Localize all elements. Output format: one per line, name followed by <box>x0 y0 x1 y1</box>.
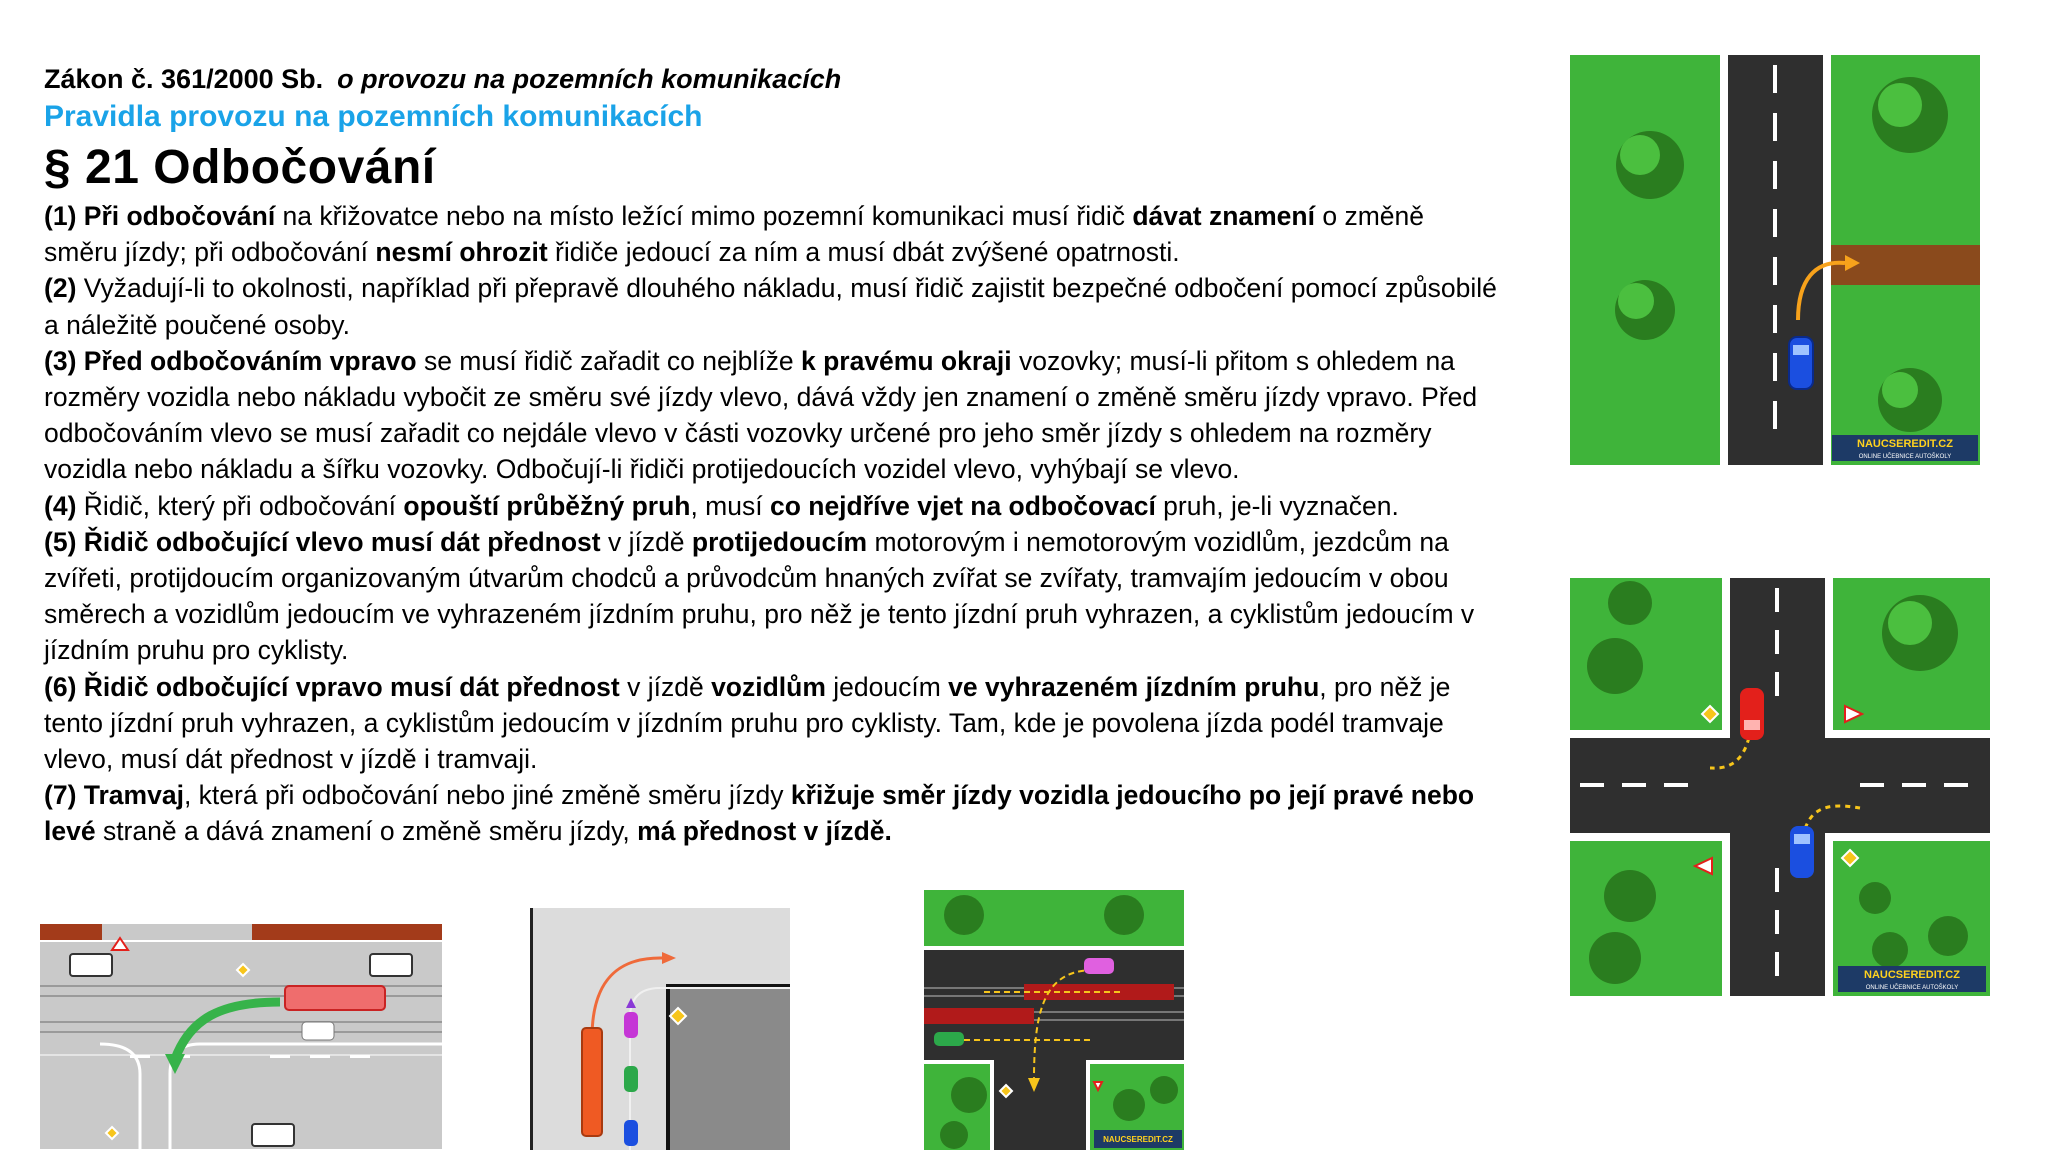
emphasized-text: ve vyhrazeném jízdním pruhu <box>948 671 1320 702</box>
paragraph-number: (3) <box>44 345 77 376</box>
watermark-text: NAUCSEREDIT.CZ <box>1857 438 1953 450</box>
paragraph-text: , která při odbočování nebo jiné změně směru jízdy <box>183 780 791 811</box>
paragraph-number: (2) <box>44 273 77 304</box>
paragraph-text: pruh, je-li vyznačen. <box>1155 490 1399 521</box>
long-vehicle-turn-illustration <box>530 908 790 1150</box>
emphasized-text: co nejdříve vjet na odbočovací <box>769 490 1156 521</box>
paragraph-text: , musí <box>690 490 770 521</box>
paragraph <box>44 343 1504 488</box>
emphasized-text: Před odbočováním vpravo <box>83 345 417 376</box>
watermark-subtext: ONLINE UČEBNICE AUTOŠKOLY <box>1865 985 1959 991</box>
paragraph-text: jedoucím <box>825 671 949 702</box>
section-heading: § 21 Odbočování <box>44 141 436 194</box>
paragraph-number: (6) <box>44 671 77 702</box>
watermark-subtext: ONLINE UČEBNICE AUTOŠKOLY <box>1858 454 1952 460</box>
emphasized-text: Řidič odbočující vlevo musí dát přednost <box>83 526 601 557</box>
paragraph <box>44 198 1504 270</box>
emphasized-text: opouští průběžný pruh <box>403 490 691 521</box>
paragraph-text: Řidič, který při odbočování <box>83 490 404 521</box>
paragraph-text: straně a dává znamení o změně směru jízdy, <box>95 816 638 847</box>
right-turn-illustration <box>1570 55 1980 465</box>
emphasized-text: má přednost v jízdě. <box>637 816 892 847</box>
paragraph <box>44 488 1504 524</box>
emphasized-text: Tramvaj <box>83 780 184 811</box>
emphasized-text: Řidič odbočující vpravo musí dát přednost <box>83 671 620 702</box>
paragraph-text: motorovým i nemotorovým vozidlům, jezdcům na zvířeti, protijdoucím organizovaným útvarům chodců a průvodcům hnaných zvířat se zvířaty, tramvajím jedoucím v obou směrech a vozidlům jedoucím ve vyhrazeném jízdním pruhu, pro něž je tento jízdní pruh vyhrazen, a cyklistům jedoucím v jízdním pruhu pro cyklisty. <box>44 526 1475 666</box>
paragraph-number: (5) <box>44 526 77 557</box>
paragraph-text: Vyžadují-li to okolnosti, například při přepravě dlouhého nákladu, musí řidič zajistit bezpečné odbočení pomocí způsobilé a náležitě poučené osoby. <box>44 273 1497 340</box>
paragraph <box>44 270 1504 342</box>
paragraph-number: (1) <box>44 201 77 231</box>
emphasized-text: dávat znamení <box>1132 201 1315 231</box>
law-reference: Zákon č. 361/2000 Sb. <box>44 64 324 94</box>
crossroads-illustration <box>1570 578 1990 996</box>
law-text <box>44 198 1504 850</box>
emphasized-text: křižuje směr jízdy vozidla jedoucího po její pravé nebo levé <box>44 780 1475 847</box>
paragraph <box>44 524 1504 669</box>
watermark-text: NAUCSEREDIT.CZ <box>1103 1135 1173 1144</box>
law-title <box>44 64 841 95</box>
paragraph-text: v jízdě <box>600 526 692 557</box>
paragraph-text: řidiče jedoucí za ním a musí dbát zvýšené opatrnosti. <box>547 237 1180 268</box>
watermark-text: NAUCSEREDIT.CZ <box>1864 969 1960 981</box>
paragraph-number: (7) <box>44 780 77 811</box>
emphasized-text: Při odbočování <box>83 201 276 231</box>
subtitle: Pravidla provozu na pozemních komunikacích <box>44 100 703 133</box>
emphasized-text: nesmí ohrozit <box>375 237 548 268</box>
emphasized-text: vozidlům <box>711 671 826 702</box>
paragraph <box>44 669 1504 778</box>
law-name: o provozu na pozemních komunikacích <box>337 64 842 94</box>
paragraph-text: , pro něž je tento jízdní pruh vyhrazen, a cyklistům jedoucím v jízdním pruhu pro cyklisty. Tam, kde je povolena jízda podél tramvaje vlevo, musí dát přednost v jízdě i tramvaji. <box>44 671 1451 775</box>
paragraph <box>44 777 1504 849</box>
paragraph-text: se musí řidič zařadit co nejblíže <box>416 345 801 376</box>
paragraph-text: o změně směru jízdy; při odbočování <box>44 201 1424 268</box>
emphasized-text: protijedoucím <box>691 526 868 557</box>
paragraph-text: v jízdě <box>619 671 712 702</box>
tram-junction-illustration <box>924 890 1184 1150</box>
paragraph-text: na křižovatce nebo na místo ležící mimo pozemní komunikaci musí řidič <box>275 201 1133 231</box>
paragraph-text: vozovky; musí-li přitom s ohledem na rozměry vozidla nebo nákladu vybočit ze směru své jízdy vlevo, dává vždy jen znamení o změně směru jízdy vpravo. Před odbočováním vlevo se musí zařadit co nejdále vlevo v části vozovky určené pro jeho směr jízdy s ohledem na rozměry vozidla nebo nákladu a šířku vozovky. Odbočují-li řidiči protijedoucích vozidel vlevo, vyhýbají se vlevo. <box>44 345 1478 485</box>
emphasized-text: k pravému okraji <box>800 345 1012 376</box>
tram-lane-turn-illustration <box>40 924 442 1149</box>
paragraph-number: (4) <box>44 490 77 521</box>
